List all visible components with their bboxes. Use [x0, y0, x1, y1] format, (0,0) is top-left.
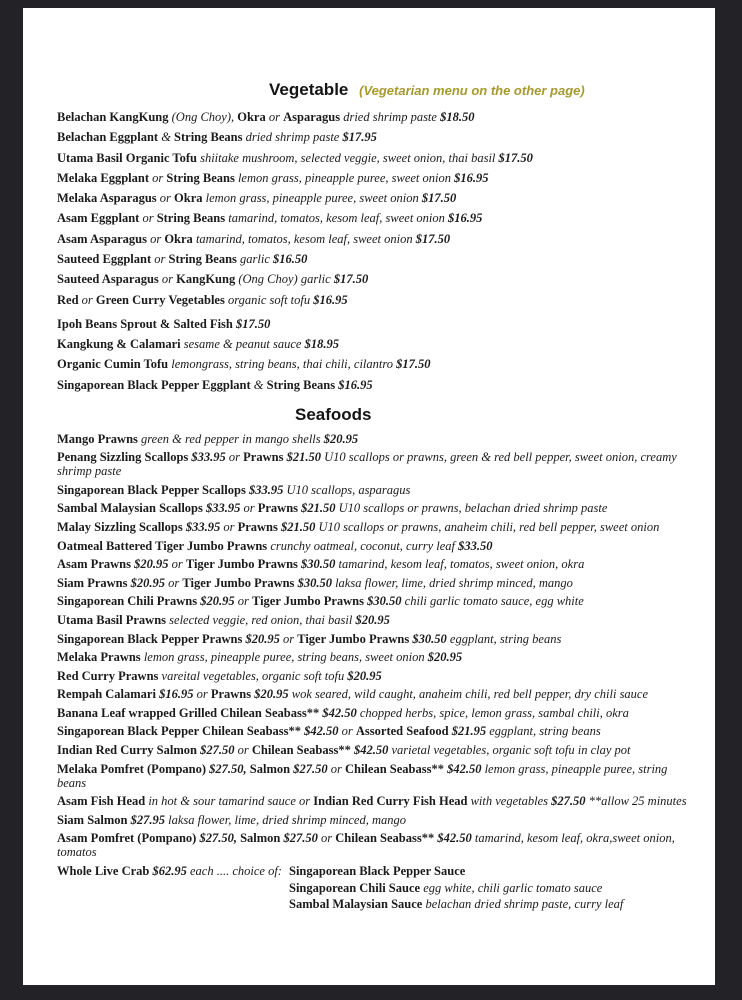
menu-text-run: Salmon — [240, 831, 284, 846]
menu-text-run: wok seared, wild caught, anaheim chili, red bell pepper, dry chili sauce — [291, 687, 649, 702]
menu-text-run: U10 scallops, asparagus — [286, 482, 411, 497]
menu-text-run: Singaporean Black Pepper Scallops — [57, 482, 249, 497]
vegetable-section-title: Vegetable — [269, 80, 349, 99]
menu-text-run: or — [152, 170, 167, 185]
menu-text-run: String Beans — [174, 130, 246, 145]
menu-text-run: or — [142, 211, 157, 226]
menu-text-run: Okra — [174, 191, 206, 206]
seafoods-section-title: Seafoods — [295, 404, 372, 424]
menu-text-run: Melaka Eggplant — [57, 170, 153, 185]
menu-item — [57, 450, 689, 478]
menu-page — [23, 8, 715, 985]
menu-text-run: Chilean Seabass** — [251, 743, 354, 758]
menu-text-run: organic soft tofu — [227, 292, 314, 307]
menu-item-group — [57, 317, 689, 392]
menu-text-run: Prawns — [237, 519, 281, 534]
menu-text-run: Belachan Eggplant — [57, 130, 162, 145]
menu-item — [57, 762, 689, 790]
menu-text-run: $27.50 — [283, 831, 321, 846]
menu-text-run: Whole Live Crab — [57, 864, 153, 879]
menu-text-run: or — [168, 575, 183, 590]
menu-text-run: Belachan KangKung — [57, 110, 172, 124]
menu-text-run: or — [321, 831, 336, 846]
menu-text-run: Siam Salmon — [57, 812, 131, 827]
menu-text-run: with vegetables — [470, 794, 552, 809]
menu-text-run: in hot & sour tamarind sauce or — [148, 794, 314, 809]
menu-text-run: $17.95 — [342, 130, 377, 145]
menu-item-group — [57, 110, 689, 307]
menu-text-run: or — [154, 252, 169, 267]
menu-item — [57, 632, 689, 646]
menu-text-run: $42.50 — [322, 705, 360, 720]
menu-text-run: Indian Red Curry Fish Head — [313, 794, 471, 809]
menu-text-run: sesame & peanut sauce — [183, 336, 305, 351]
vegetarian-note: (Vegetarian menu on the other page) — [359, 83, 585, 98]
menu-text-run: $33.95 — [191, 450, 229, 465]
menu-text-run: Singaporean Black Pepper Sauce — [289, 864, 466, 879]
menu-item — [57, 252, 689, 266]
menu-text-run: tamarind, tomatos, kesom leaf, sweet onion — [195, 231, 416, 246]
menu-text-run: or — [161, 272, 177, 287]
menu-text-run: Green Curry Vegetables — [95, 292, 228, 307]
menu-text-run: $20.95 — [355, 612, 390, 627]
menu-text-run: Melaka Prawns — [57, 650, 144, 665]
menu-text-run: varietal vegetables, organic soft tofu in clay pot — [391, 743, 631, 758]
menu-text-run: Singaporean Chili Prawns — [57, 594, 201, 609]
menu-text-run: $30.50 — [297, 575, 336, 590]
menu-item — [57, 501, 689, 515]
menu-text-run: selected veggie, red onion, thai basil — [169, 612, 356, 627]
menu-text-run: $27.50, — [199, 831, 241, 846]
menu-text-run: String Beans — [166, 170, 238, 185]
menu-text-run: laksa flower, lime, dried shrimp minced, mango — [168, 812, 406, 827]
menu-item — [57, 171, 689, 185]
menu-text-run: & — [161, 130, 175, 145]
menu-text-run: $20.95 — [200, 594, 238, 609]
menu-item — [57, 794, 689, 808]
menu-text-run: $27.50 — [200, 743, 238, 758]
menu-text-run: $42.50 — [304, 724, 342, 739]
menu-item — [57, 272, 689, 286]
menu-text-run: shiitake mushroom, selected veggie, sweet onion, thai basil — [200, 150, 499, 165]
menu-text-run: lemon grass, pineapple puree, string beans — [57, 761, 668, 790]
menu-text-run: Sauteed Asparagus — [57, 272, 162, 287]
menu-text-run: Tiger Jumbo Prawns — [297, 631, 413, 646]
menu-text-run: $17.50 — [498, 150, 533, 165]
menu-text-run: Tiger Jumbo Prawns — [185, 557, 302, 572]
menu-text-run: String Beans — [266, 377, 339, 392]
menu-text-run: Asam Pomfret (Pompano) — [57, 831, 200, 846]
menu-text-run: $33.50 — [458, 538, 493, 553]
menu-text-run: $20.95 — [323, 431, 359, 446]
menu-text-run: Red Curry Prawns — [57, 668, 162, 683]
menu-item — [57, 687, 689, 701]
menu-text-run: Asparagus — [283, 110, 344, 124]
menu-text-run: Ipoh Beans Sprout & Salted Fish — [57, 316, 236, 331]
crab-item-text — [57, 864, 289, 878]
menu-text-run: Melaka Pomfret (Pompano) — [57, 761, 210, 776]
menu-text-run: tamarind, kesom leaf, tomatos, sweet onion, okra — [338, 557, 585, 572]
menu-item — [57, 130, 689, 144]
menu-item — [57, 576, 689, 590]
menu-text-run: Kangkung & Calamari — [57, 336, 184, 351]
menu-text-run: or — [223, 519, 238, 534]
menu-text-run: **allow 25 minutes — [588, 794, 687, 809]
menu-text-run: or — [159, 191, 175, 206]
menu-text-run: lemon grass, pineapple puree, sweet onion — [205, 191, 422, 206]
menu-text-run: eggplant, string beans — [489, 724, 601, 739]
menu-text-run: garlic — [240, 252, 274, 267]
menu-item — [57, 706, 689, 720]
menu-text-run: or — [196, 687, 211, 702]
menu-text-run: lemon grass, pineapple puree, string beans, sweet onion — [143, 650, 428, 665]
menu-text-run: vareital vegetables, organic soft tofu — [161, 668, 348, 683]
menu-text-run: Asam Eggplant — [57, 211, 143, 226]
menu-item — [57, 724, 689, 738]
menu-item — [57, 520, 689, 534]
menu-text-run: Indian Red Curry Salmon — [57, 743, 201, 758]
menu-text-run: Organic Cumin Tofu — [57, 357, 172, 372]
menu-item — [57, 813, 689, 827]
menu-text-run: Tiger Jumbo Prawns — [182, 575, 298, 590]
menu-item — [57, 378, 689, 392]
menu-item — [57, 831, 689, 859]
sauce-option — [289, 864, 623, 878]
menu-text-run: Oatmeal Battered Tiger Jumbo Prawns — [57, 538, 271, 553]
section-vegetable — [57, 80, 689, 392]
menu-text-run: Asam Fish Head — [57, 794, 149, 809]
seafoods-item-list — [57, 432, 689, 914]
menu-text-run: $62.95 — [152, 864, 190, 879]
menu-text-run: or — [237, 594, 252, 609]
menu-item — [57, 293, 689, 307]
menu-text-run: $18.50 — [440, 110, 475, 124]
menu-text-run: Singaporean Chili Sauce — [289, 880, 424, 895]
menu-text-run: $20.95 — [130, 575, 169, 590]
menu-text-run: $21.50 — [286, 450, 325, 465]
menu-text-run: Tiger Jumbo Prawns — [251, 594, 368, 609]
menu-item — [57, 539, 689, 553]
menu-text-run: $16.95 — [159, 687, 197, 702]
menu-text-run: $27.95 — [130, 812, 169, 827]
menu-text-run: or — [171, 557, 186, 572]
menu-text-run: or — [150, 231, 165, 246]
menu-text-run: crunchy oatmeal, coconut, curry leaf — [270, 538, 459, 553]
menu-item — [57, 357, 689, 371]
menu-text-run: laksa flower, lime, dried shrimp minced, mango — [335, 575, 573, 590]
menu-item — [57, 317, 689, 331]
menu-text-run: U10 scallops or prawns, green & red bell pepper, sweet onion, creamy shrimp paste — [57, 450, 677, 479]
menu-text-run: $17.50 — [415, 231, 451, 246]
menu-text-run: Okra — [164, 231, 196, 246]
menu-text-run: Prawns — [243, 450, 287, 465]
sauce-option — [289, 897, 623, 911]
menu-text-run: $42.50 — [353, 743, 392, 758]
menu-item — [57, 650, 689, 664]
menu-text-run: eggplant, string beans — [449, 631, 562, 646]
menu-text-run: Malay Sizzling Scallops — [57, 519, 186, 534]
menu-text-run: $30.50 — [367, 594, 405, 609]
menu-text-run: $16.50 — [273, 252, 308, 267]
menu-text-run: tamarind, kesom leaf, okra,sweet onion, tomatos — [57, 831, 675, 860]
menu-text-run: $42.50 — [447, 761, 485, 776]
menu-text-run: $20.95 — [347, 668, 382, 683]
menu-text-run: or — [282, 631, 298, 646]
menu-text-run: chili garlic tomato sauce, egg white — [404, 594, 584, 609]
menu-text-run: Asam Asparagus — [57, 231, 151, 246]
menu-text-run: $27.50, — [209, 761, 250, 776]
menu-text-run: $20.95 — [254, 687, 292, 702]
menu-text-run: belachan dried shrimp paste, curry leaf — [425, 897, 624, 912]
menu-text-run: Mango Prawns — [57, 431, 142, 446]
menu-text-run: $17.50 — [396, 357, 431, 372]
menu-item — [57, 864, 689, 914]
menu-text-run: $17.50 — [421, 191, 457, 206]
menu-text-run: $42.50 — [437, 831, 475, 846]
menu-text-run: U10 scallops or prawns, belachan dried shrimp paste — [338, 501, 608, 516]
menu-text-run: $21.50 — [280, 519, 319, 534]
menu-text-run: $17.50 — [236, 316, 271, 331]
menu-text-run: Assorted Seafood — [355, 724, 452, 739]
menu-text-run: Okra — [237, 110, 269, 124]
menu-item — [57, 191, 689, 205]
section-seafoods — [57, 405, 689, 914]
menu-text-run: Melaka Asparagus — [57, 191, 160, 206]
menu-text-run: or — [330, 761, 345, 776]
menu-text-run: Utama Basil Organic Tofu — [57, 150, 201, 165]
menu-text-run: egg white, chili garlic tomato sauce — [423, 880, 603, 895]
menu-text-run: $21.95 — [451, 724, 490, 739]
menu-text-run: $20.95 — [134, 557, 172, 572]
menu-text-run: Asam Prawns — [57, 557, 135, 572]
menu-text-run: lemongrass, string beans, thai chili, cilantro — [171, 357, 397, 372]
menu-text-run: Red — [57, 292, 82, 307]
menu-text-run: Prawns — [257, 501, 302, 516]
menu-item — [57, 483, 689, 497]
menu-item — [57, 669, 689, 683]
menu-text-run: green & red pepper in mango shells — [141, 431, 324, 446]
sauce-option — [289, 881, 623, 895]
menu-text-run: $16.95 — [454, 170, 489, 185]
menu-text-run: Singaporean Black Pepper Eggplant — [57, 377, 254, 392]
menu-text-run: Singaporean Black Pepper Chilean Seabass** — [57, 724, 305, 739]
menu-item — [57, 432, 689, 446]
menu-text-run: $33.95 — [185, 519, 224, 534]
menu-text-run: Utama Basil Prawns — [57, 612, 170, 627]
menu-text-run: or — [237, 743, 252, 758]
menu-text-run: $18.95 — [304, 336, 339, 351]
menu-text-run: String Beans — [156, 211, 229, 226]
menu-text-run: each .... choice of: — [189, 864, 282, 879]
menu-text-run: U10 scallops or prawns, anaheim chili, red bell pepper, sweet onion — [318, 519, 660, 534]
menu-text-run: Sambal Malaysian Sauce — [289, 897, 426, 912]
menu-text-run: $16.95 — [313, 292, 348, 307]
menu-text-run: Salmon — [249, 761, 294, 776]
menu-text-run: or — [243, 501, 258, 516]
menu-text-run: $20.95 — [245, 631, 283, 646]
menu-text-run: chopped herbs, spice, lemon grass, sambal chili, okra — [359, 705, 629, 720]
menu-text-run: (Ong Choy), — [171, 110, 238, 124]
menu-text-run: dried shrimp paste — [245, 130, 343, 145]
menu-text-run: Singaporean Black Pepper Prawns — [57, 631, 246, 646]
menu-text-run: or — [268, 110, 284, 124]
menu-text-run: or — [341, 724, 356, 739]
menu-text-run: or — [228, 450, 244, 465]
menu-text-run: Chilean Seabass** — [344, 761, 448, 776]
vegetable-item-list — [57, 110, 689, 392]
menu-text-run: $27.50 — [293, 761, 331, 776]
menu-text-run: or — [81, 292, 96, 307]
menu-text-run: $21.50 — [301, 501, 339, 516]
menu-text-run: dried shrimp paste — [343, 110, 441, 124]
menu-text-run: Penang Sizzling Scallops — [57, 450, 192, 465]
menu-text-run: Banana Leaf wrapped Grilled Chilean Seabass** — [57, 705, 323, 720]
menu-text-run: (Ong Choy) garlic — [238, 272, 334, 287]
menu-text-run: KangKung — [176, 272, 239, 287]
menu-text-run: $27.50 — [551, 794, 589, 809]
menu-text-run: Rempah Calamari — [57, 687, 160, 702]
crab-sauce-choices — [289, 864, 623, 914]
menu-item — [57, 337, 689, 351]
menu-item — [57, 594, 689, 608]
menu-item-group — [57, 432, 689, 914]
menu-text-run: & — [253, 377, 267, 392]
menu-item — [57, 110, 689, 124]
menu-text-run: tamarind, tomatos, kesom leaf, sweet onion — [228, 211, 449, 226]
menu-text-run: $30.50 — [301, 557, 339, 572]
menu-item — [57, 613, 689, 627]
menu-text-run: $30.50 — [412, 631, 450, 646]
menu-text-run: Siam Prawns — [57, 575, 131, 590]
menu-text-run: $33.95 — [206, 501, 244, 516]
seafoods-section-heading — [57, 405, 689, 425]
menu-item — [57, 232, 689, 246]
menu-text-run: Chilean Seabass** — [335, 831, 438, 846]
menu-content — [23, 8, 715, 914]
menu-item — [57, 151, 689, 165]
menu-text-run: $17.50 — [333, 272, 369, 287]
menu-item — [57, 211, 689, 225]
vegetable-section-heading — [57, 80, 689, 100]
menu-text-run: Prawns — [210, 687, 255, 702]
menu-item — [57, 743, 689, 757]
menu-text-run: $16.95 — [338, 377, 373, 392]
menu-text-run: $33.95 — [248, 482, 287, 497]
menu-text-run: Sambal Malaysian Scallops — [57, 501, 206, 516]
menu-item — [57, 557, 689, 571]
menu-text-run: Sauteed Eggplant — [57, 252, 155, 267]
menu-text-run: $16.95 — [448, 211, 483, 226]
menu-text-run: String Beans — [168, 252, 241, 267]
menu-text-run: $20.95 — [427, 650, 463, 665]
menu-text-run: lemon grass, pineapple puree, sweet onion — [237, 170, 455, 185]
